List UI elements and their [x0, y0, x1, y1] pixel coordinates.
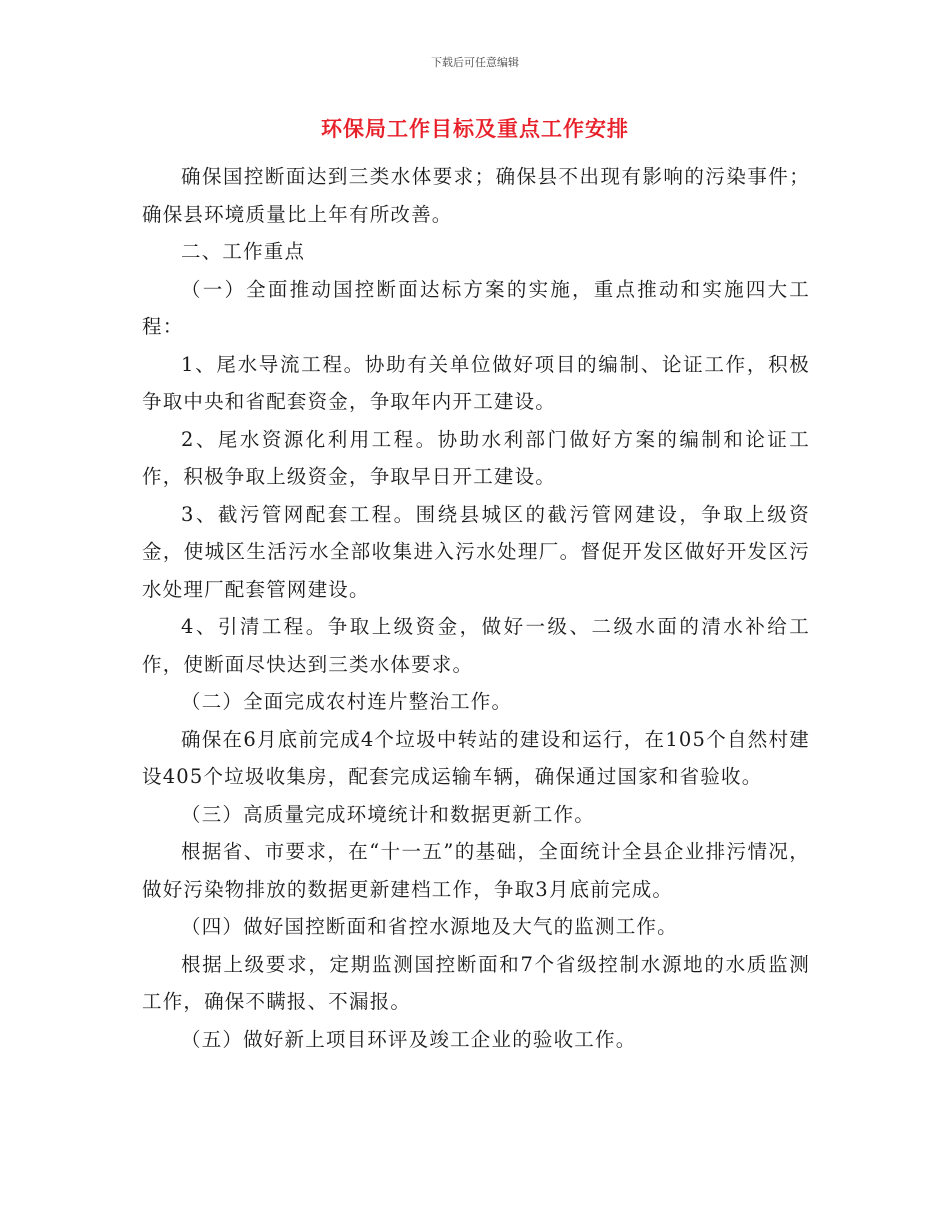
paragraph: 3、截污管网配套工程。围绕县城区的截污管网建设，争取上级资金，使城区生活污水全部收集进入污水处理厂。督促开发区做好开发区污水处理厂配套管网建设。: [142, 502, 810, 601]
header-note: 下载后可任意编辑: [431, 56, 519, 69]
paragraph: 4、引清工程。争取上级资金，做好一级、二级水面的清水补给工作，使断面尽快达到三类水体要求。: [142, 615, 810, 676]
document-title: 环保局工作目标及重点工作安排: [321, 117, 629, 141]
paragraph: 根据上级要求，定期监测国控断面和7个省级控制水源地的水质监测工作，确保不瞒报、不漏报。: [142, 952, 810, 1013]
subsection-heading: （四）做好国控断面和省控水源地及大气的监测工作。: [181, 915, 678, 938]
paragraph: 确保在6月底前完成4个垃圾中转站的建设和运行，在105个自然村建设405个垃圾收集房，配套完成运输车辆，确保通过国家和省验收。: [142, 727, 810, 788]
subsection-heading: （五）做好新上项目环评及竣工企业的验收工作。: [181, 1027, 637, 1051]
paragraph: 1、尾水导流工程。协助有关单位做好项目的编制、论证工作，积极争取中央和省配套资金，争取年内开工建设。: [142, 352, 810, 413]
subsection-heading: （一）全面推动国控断面达标方案的实施，重点推动和实施四大工程：: [142, 277, 810, 338]
paragraph: 确保国控断面达到三类水体要求；确保县不出现有影响的污染事件；确保县环境质量比上年有所改善。: [142, 165, 810, 226]
paragraph: 2、尾水资源化利用工程。协助水利部门做好方案的编制和论证工作，积极争取上级资金，争取早日开工建设。: [142, 427, 810, 488]
subsection-heading: （三）高质量完成环境统计和数据更新工作。: [181, 802, 596, 826]
subsection-heading: （二）全面完成农村连片整治工作。: [181, 690, 513, 713]
section-heading: 二、工作重点: [181, 240, 306, 263]
paragraph: 根据省、市要求，在“十一五”的基础，全面统计全县企业排污情况，做好污染物排放的数据更新建档工作，争取3月底前完成。: [142, 840, 810, 901]
document-body: [142, 158, 810, 1058]
